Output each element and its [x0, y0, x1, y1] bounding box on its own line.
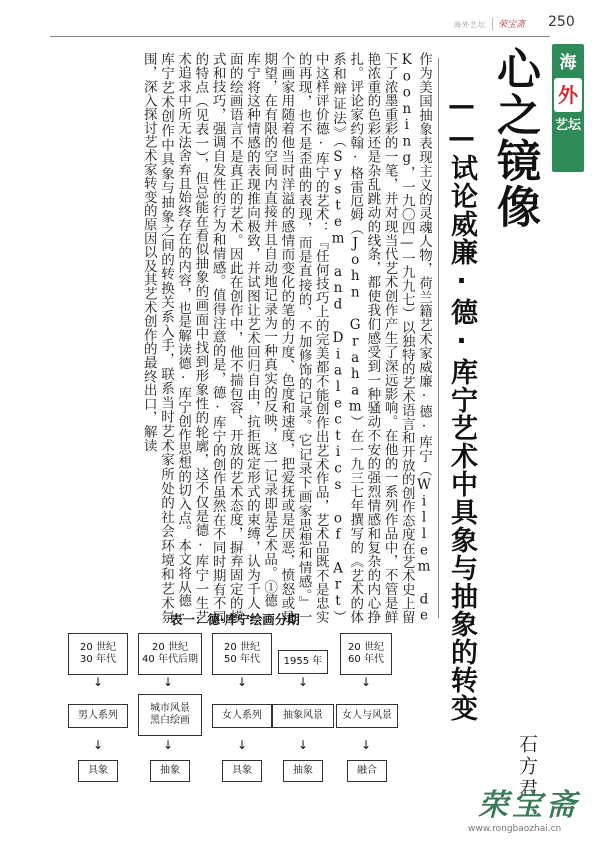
style-box: 抽象 [150, 760, 190, 782]
series-box: 男人系列 [68, 704, 128, 728]
title-divider [438, 58, 439, 618]
period-box: 1955 年 [278, 650, 328, 674]
article-title: 心之镜像 [489, 46, 540, 230]
series-box: 女人系列 [212, 704, 272, 728]
watermark-logo: 荣宝斋 [478, 788, 580, 823]
watermark-url: www.rongbaozhai.cn [468, 824, 562, 834]
badge-chars-yitan: 艺坛 [554, 118, 581, 133]
style-box: 抽象 [283, 760, 323, 782]
series-box: 女人与风景 [336, 704, 398, 728]
article-subtitle: ——试论威廉·德·库宁艺术中具象与抽象的转变 [446, 90, 477, 722]
period-box: 20 世纪 30 年代 [68, 633, 128, 675]
period-box: 20 世纪 50 年代 [212, 633, 272, 675]
style-box: 具象 [78, 760, 118, 782]
body-text: 作为美国抽象表现主义的灵魂人物，荷兰籍艺术家威廉·德·库宁（Willem de Kooning，一九〇四—一九九七）以独特的艺术语言和开放的创作态度在艺术史上留下了浓墨重彩的一笔，并对现当代艺术创作产生了深远影响。在他的一系列作品中，不管是鲜艳浓重的色彩还是杂乱跳动的线条，都使我们感受到一种骚动不安的强烈情感和复杂的内心挣扎。评论家约翰·格雷厄姆（John Graham）在一九三七年撰写的《艺术的体系和辩证法》（System and Dialectics of Art）中这样评价德·库宁的艺术：『任何技巧上的完美都不能创作出艺术作品，艺术品既不是忠实的再现，也不是歪曲的表现，而是直接的、不加修饰的记录。它记录下画家思想和情感。』一个画家用随着他当时洋溢的感情而变化的笔的力度、色度和速度，把爱抚或是厌恶，愤怒或是期望，在有限的空间内直接并且自动地记录为一种真实的反映，这一记录即是艺术品。①德·库宁将这种情感的表现推向极致，并试图让艺术回归自由，抗拒既定形式的束缚，认为千人一面的绘画语言不是真正的艺术。因此在创作中，他不揣包容、开放的艺术态度，摒弃固定的模式和技巧，强调自发性的行为和情感。值得注意的是，德·库宁的创作虽然在不同时期有不同的特点（见表一），但总能在看似抽象的画面中找到形象性的轮廓，这不仅是德·库宁一生艺术追求中所无法舍弃且始终存在的内容，也是解读德·库宁创作思想的切入点。本文将从德·库宁艺术创作中具象与抽象之间的转换关系入手，联系当时艺术家所处的社会环境和艺术氛围，深入探讨艺术家转变的原因以及其艺术创作的最终出口，解读 [140, 52, 432, 624]
badge-char-wai: 外 [554, 78, 582, 112]
series-box: 城市风景 黑白绘画 [138, 694, 202, 736]
table-title: 表一：德·库宁绘画分期 [170, 612, 300, 627]
header-rule [50, 36, 550, 37]
badge-char-hai: 海 [559, 53, 577, 73]
style-box: 融合 [347, 760, 387, 782]
journal-name: 荣宝斋 [498, 20, 526, 30]
period-box: 20 世纪 60 年代 [340, 633, 392, 675]
section-badge [552, 44, 584, 172]
style-box: 具象 [222, 760, 262, 782]
header-separator [492, 18, 493, 30]
page-number: 250 [548, 14, 575, 30]
article-author: 石方君 [516, 734, 538, 800]
period-box: 20 世纪 40 年代后期 [138, 633, 202, 675]
section-label: 海外艺坛 [454, 21, 486, 29]
series-box: 抽象风景 [272, 704, 334, 728]
page-header [0, 0, 600, 42]
